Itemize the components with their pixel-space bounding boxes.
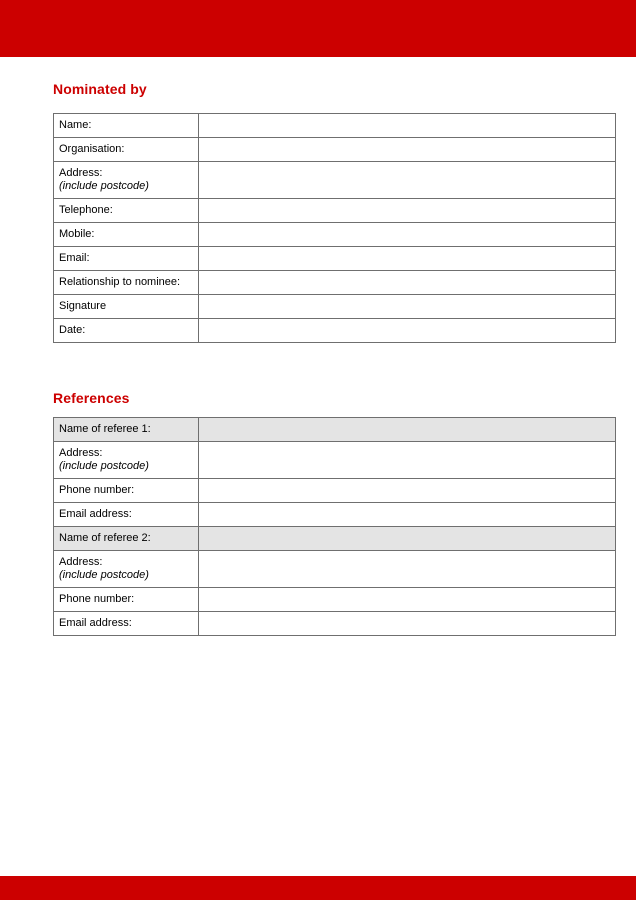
field-label-telephone (54, 199, 199, 223)
label-text: Phone number: (59, 593, 135, 605)
field-input-referee-1-email-address[interactable] (199, 503, 616, 527)
field-label-referee-2-address (54, 551, 199, 588)
field-label-email (54, 247, 199, 271)
table-row (54, 223, 616, 247)
label-hint: (include postcode) (59, 569, 149, 581)
table-row (54, 418, 616, 442)
section-spacer (53, 343, 605, 390)
field-label-referee-1-phone-number (54, 479, 199, 503)
label-text: Mobile: (59, 228, 95, 240)
table-row (54, 199, 616, 223)
field-input-email[interactable] (199, 247, 616, 271)
label-text: Date: (59, 324, 86, 336)
field-label-referee-2-phone-number (54, 588, 199, 612)
field-input-referee-1-address[interactable] (199, 442, 616, 479)
label-text: Telephone: (59, 204, 113, 216)
field-input-telephone[interactable] (199, 199, 616, 223)
field-input-address[interactable] (199, 162, 616, 199)
label-text: Email address: (59, 617, 132, 629)
field-label-name-of-referee-1 (54, 418, 199, 442)
references-table (53, 417, 616, 636)
field-label-date (54, 319, 199, 343)
field-input-name-of-referee-2[interactable] (199, 527, 616, 551)
table-row (54, 551, 616, 588)
field-label-referee-2-email-address (54, 612, 199, 636)
field-input-referee-2-email-address[interactable] (199, 612, 616, 636)
field-label-mobile (54, 223, 199, 247)
table-row (54, 612, 616, 636)
footer-red-bar (0, 876, 636, 900)
field-label-relationship-to-nominee (54, 271, 199, 295)
references-table-body (54, 418, 616, 636)
label-text: Address: (59, 556, 103, 568)
table-row (54, 319, 616, 343)
field-label-organisation (54, 138, 199, 162)
section-heading-references: References (53, 390, 130, 406)
field-input-name-of-referee-1[interactable] (199, 418, 616, 442)
field-label-name (54, 114, 199, 138)
table-row (54, 271, 616, 295)
table-row (54, 588, 616, 612)
table-row (54, 479, 616, 503)
label-hint: (include postcode) (59, 180, 149, 192)
label-text: Name of referee 2: (59, 532, 151, 544)
label-hint: (include postcode) (59, 460, 149, 472)
label-text: Phone number: (59, 484, 135, 496)
field-input-mobile[interactable] (199, 223, 616, 247)
label-text: Name: (59, 119, 92, 131)
field-input-referee-1-phone-number[interactable] (199, 479, 616, 503)
field-label-name-of-referee-2 (54, 527, 199, 551)
field-input-name[interactable] (199, 114, 616, 138)
nominated-by-table (53, 113, 616, 343)
field-input-referee-2-address[interactable] (199, 551, 616, 588)
field-label-referee-1-email-address (54, 503, 199, 527)
label-text: Signature (59, 300, 107, 312)
label-text: Organisation: (59, 143, 125, 155)
field-label-signature (54, 295, 199, 319)
table-row (54, 247, 616, 271)
table-row (54, 295, 616, 319)
field-input-referee-2-phone-number[interactable] (199, 588, 616, 612)
field-input-organisation[interactable] (199, 138, 616, 162)
page-content (53, 57, 605, 636)
field-label-referee-1-address (54, 442, 199, 479)
table-row (54, 114, 616, 138)
table-row (54, 527, 616, 551)
table-row (54, 162, 616, 199)
label-text: Address: (59, 447, 103, 459)
section-heading-nominated-by: Nominated by (53, 81, 147, 97)
field-input-date[interactable] (199, 319, 616, 343)
heading-table-spacer (53, 97, 605, 113)
label-text: Relationship to nominee: (59, 276, 181, 288)
table-row (54, 442, 616, 479)
field-input-signature[interactable] (199, 295, 616, 319)
heading-table-spacer (53, 406, 605, 417)
field-label-address (54, 162, 199, 199)
header-red-bar (0, 0, 636, 57)
table-row (54, 138, 616, 162)
nominated-by-table-body (54, 114, 616, 343)
label-text: Name of referee 1: (59, 423, 151, 435)
table-row (54, 503, 616, 527)
label-text: Address: (59, 167, 103, 179)
label-text: Email: (59, 252, 90, 264)
field-input-relationship-to-nominee[interactable] (199, 271, 616, 295)
label-text: Email address: (59, 508, 132, 520)
